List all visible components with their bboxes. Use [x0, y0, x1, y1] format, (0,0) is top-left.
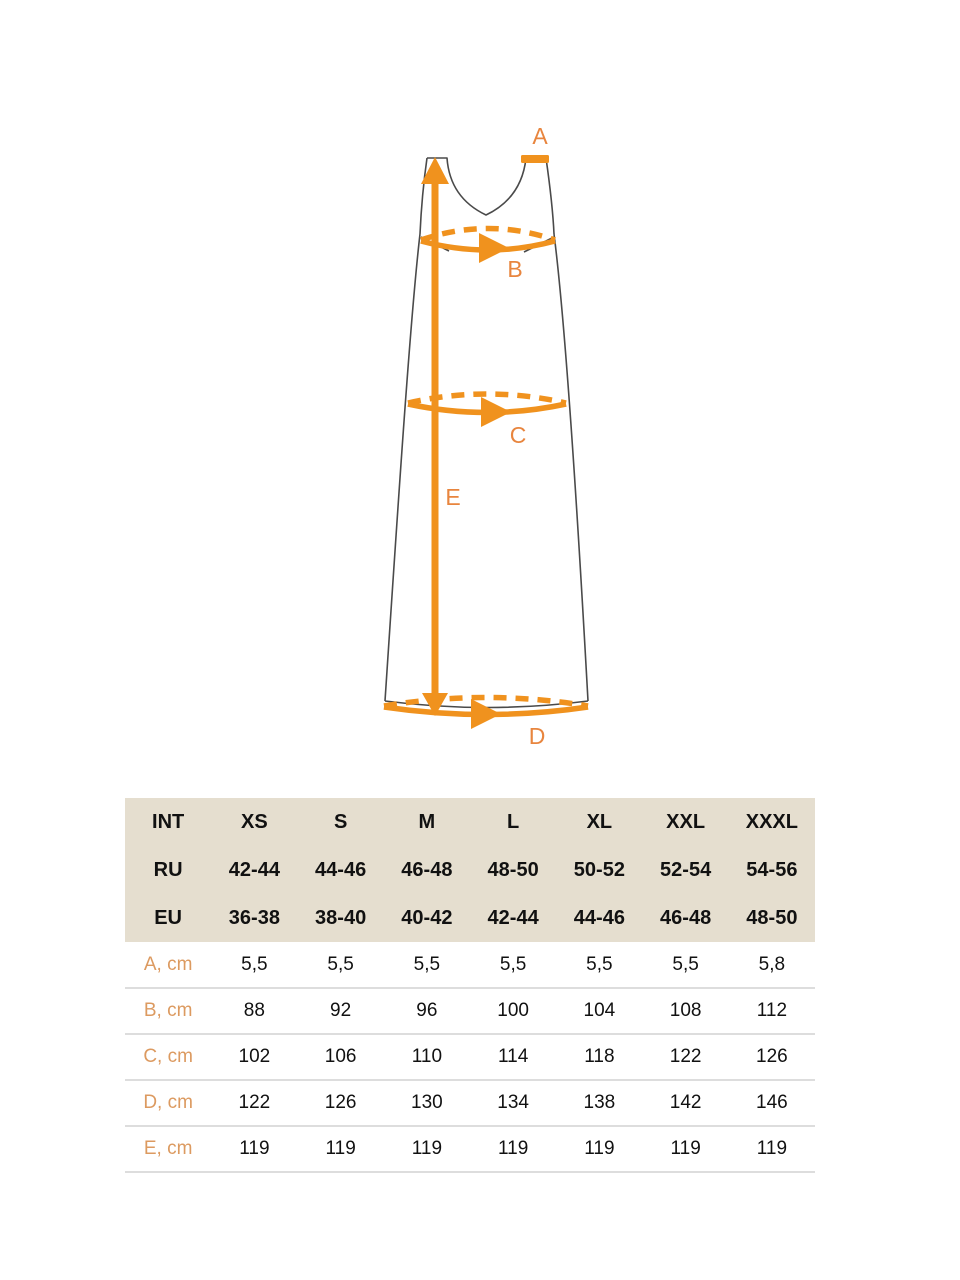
value-cell: 5,5 [470, 942, 556, 988]
value-cell: 5,5 [298, 942, 384, 988]
size-cell: XXXL [729, 798, 815, 846]
measure-b-label: B [507, 256, 523, 282]
size-cell: XL [556, 798, 642, 846]
value-cell: 106 [298, 1034, 384, 1080]
table-row-int [125, 798, 815, 846]
size-cell: 44-46 [556, 894, 642, 942]
value-cell: 5,5 [211, 942, 297, 988]
value-cell: 96 [384, 988, 470, 1034]
value-cell: 92 [298, 988, 384, 1034]
size-cell: 38-40 [298, 894, 384, 942]
table-row-e [125, 1126, 815, 1172]
value-cell: 119 [211, 1126, 297, 1172]
size-cell: 48-50 [470, 846, 556, 894]
value-cell: 119 [729, 1126, 815, 1172]
size-cell: 42-44 [211, 846, 297, 894]
row-label-int: INT [125, 798, 211, 846]
measure-e-label: E [445, 484, 461, 510]
row-label-ru: RU [125, 846, 211, 894]
value-cell: 130 [384, 1080, 470, 1126]
value-cell: 112 [729, 988, 815, 1034]
table-row-a [125, 942, 815, 988]
value-cell: 100 [470, 988, 556, 1034]
value-cell: 142 [643, 1080, 729, 1126]
size-cell: XXL [643, 798, 729, 846]
value-cell: 5,8 [729, 942, 815, 988]
size-table [125, 798, 815, 1173]
value-cell: 5,5 [556, 942, 642, 988]
value-cell: 88 [211, 988, 297, 1034]
value-cell: 119 [384, 1126, 470, 1172]
measure-a-bar [521, 155, 549, 163]
value-cell: 119 [298, 1126, 384, 1172]
value-cell: 119 [643, 1126, 729, 1172]
size-cell: 44-46 [298, 846, 384, 894]
size-cell: 48-50 [729, 894, 815, 942]
size-cell: 46-48 [643, 894, 729, 942]
value-cell: 118 [556, 1034, 642, 1080]
value-cell: 122 [211, 1080, 297, 1126]
size-cell: 36-38 [211, 894, 297, 942]
size-cell: 50-52 [556, 846, 642, 894]
value-cell: 126 [729, 1034, 815, 1080]
value-cell: 5,5 [384, 942, 470, 988]
value-cell: 104 [556, 988, 642, 1034]
value-cell: 5,5 [643, 942, 729, 988]
value-cell: 122 [643, 1034, 729, 1080]
row-label-e: E, cm [125, 1126, 211, 1172]
size-table-section [125, 798, 815, 1173]
value-cell: 134 [470, 1080, 556, 1126]
value-cell: 114 [470, 1034, 556, 1080]
size-cell: M [384, 798, 470, 846]
size-cell: 42-44 [470, 894, 556, 942]
size-cell: 40-42 [384, 894, 470, 942]
measure-d-label: D [528, 723, 546, 749]
row-label-c: C, cm [125, 1034, 211, 1080]
size-cell: L [470, 798, 556, 846]
value-cell: 146 [729, 1080, 815, 1126]
measure-c-arrow [481, 397, 511, 427]
row-label-a: A, cm [125, 942, 211, 988]
size-cell: 46-48 [384, 846, 470, 894]
table-row-ru [125, 846, 815, 894]
value-cell: 102 [211, 1034, 297, 1080]
table-row-eu [125, 894, 815, 942]
value-cell: 119 [556, 1126, 642, 1172]
value-cell: 110 [384, 1034, 470, 1080]
value-cell: 126 [298, 1080, 384, 1126]
row-label-d: D, cm [125, 1080, 211, 1126]
measure-d-arrow [471, 699, 501, 729]
measure-c-label: C [509, 422, 527, 448]
value-cell: 119 [470, 1126, 556, 1172]
size-cell: 52-54 [643, 846, 729, 894]
measure-b-arrow [479, 233, 509, 263]
table-row-b [125, 988, 815, 1034]
measure-a-label: A [532, 123, 548, 149]
value-cell: 108 [643, 988, 729, 1034]
row-label-b: B, cm [125, 988, 211, 1034]
table-row-c [125, 1034, 815, 1080]
table-row-d [125, 1080, 815, 1126]
size-cell: XS [211, 798, 297, 846]
size-cell: S [298, 798, 384, 846]
row-label-eu: EU [125, 894, 211, 942]
value-cell: 138 [556, 1080, 642, 1126]
size-cell: 54-56 [729, 846, 815, 894]
